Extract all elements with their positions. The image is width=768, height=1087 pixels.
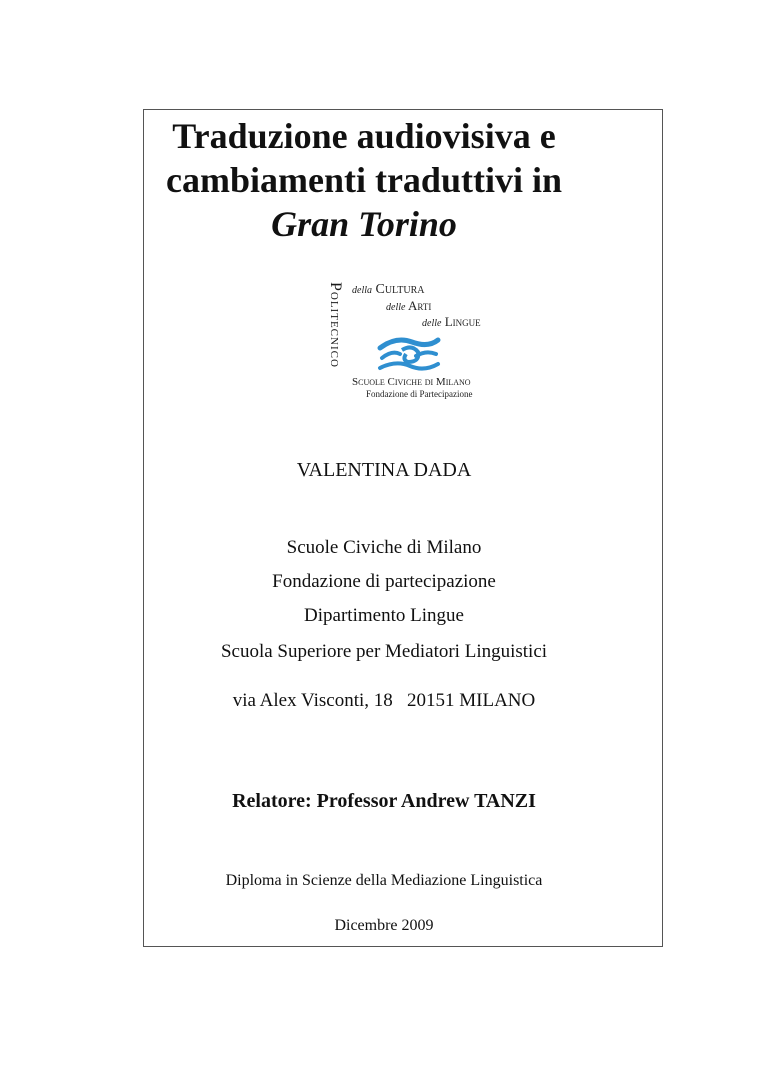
logo-line-fondazione: Fondazione di Partecipazione	[366, 389, 473, 399]
logo-line-lingue-word: Lingue	[444, 314, 481, 329]
author-name: VALENTINA DADA	[296, 459, 472, 481]
supervisor: Relatore: Professor Andrew TANZI	[232, 790, 536, 812]
date: Dicembre 2009	[334, 917, 434, 934]
logo-line-lingue	[422, 314, 481, 330]
logo-line-lingue-prefix: delle	[422, 318, 442, 329]
title-line-2: cambiamenti traduttivi in	[166, 160, 562, 200]
logo-vertical-text	[326, 282, 348, 402]
logo-politecnico-label: Politecnico	[327, 282, 344, 368]
logo-line-arti	[386, 298, 431, 314]
address: via Alex Visconti, 18 20151 MILANO	[232, 690, 536, 711]
diploma: Diploma in Scienze della Mediazione Linguistica	[225, 872, 543, 889]
logo-line-cultura-word: Cultura	[375, 282, 425, 297]
affiliation-line-1: Scuole Civiche di Milano	[286, 537, 482, 558]
title-line-1: Traduzione audiovisiva e	[172, 116, 556, 156]
affiliation-line-4: Scuola Superiore per Mediatori Linguistici	[220, 641, 548, 662]
logo-line-cultura	[352, 282, 424, 298]
logo-waves-icon	[376, 334, 442, 374]
affiliation-line-3: Dipartimento Lingue	[304, 605, 464, 626]
logo-line-scuole: Scuole Civiche di Milano	[352, 376, 471, 388]
page-border	[143, 109, 663, 947]
logo-line-arti-word: Arti	[407, 298, 432, 313]
logo-line-arti-prefix: delle	[386, 302, 406, 313]
affiliation-line-2: Fondazione di partecipazione	[272, 571, 496, 592]
title-line-3: Gran Torino	[271, 204, 457, 244]
politecnico-logo	[326, 282, 486, 404]
logo-line-cultura-prefix: della	[352, 285, 372, 296]
